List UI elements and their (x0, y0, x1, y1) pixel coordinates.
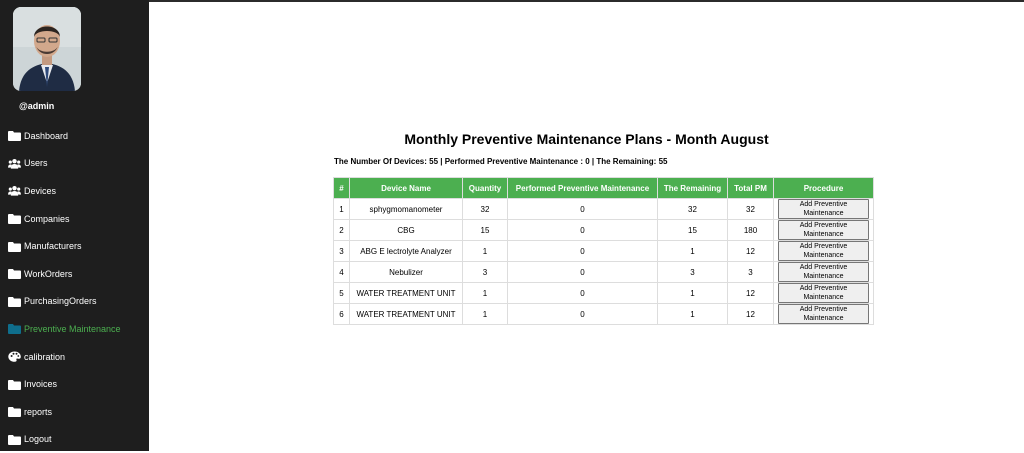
device-name: WATER TREATMENT UNIT (350, 304, 463, 325)
remaining-count: 1 (658, 304, 728, 325)
table-row (334, 262, 874, 283)
remaining-count: 3 (658, 262, 728, 283)
column-header: Quantity (463, 178, 508, 199)
device-name: Nebulizer (350, 262, 463, 283)
sidebar-item-label: Dashboard (24, 130, 69, 141)
row-number: 2 (334, 220, 350, 241)
page-title: Monthly Preventive Maintenance Plans - Month August (404, 131, 769, 147)
column-header: Total PM (728, 178, 774, 199)
device-name: sphygmomanometer (350, 199, 463, 220)
folder-icon (8, 296, 21, 307)
quantity: 1 (463, 283, 508, 304)
sidebar-item-label: Preventive Maintenance (24, 323, 121, 334)
sidebar-item-label: PurchasingOrders (24, 296, 97, 307)
avatar (13, 7, 81, 91)
quantity: 15 (463, 220, 508, 241)
sidebar-item-label: Devices (24, 185, 57, 196)
quantity: 1 (463, 241, 508, 262)
sidebar-item-reports[interactable] (0, 398, 149, 426)
table-row (334, 241, 874, 262)
sidebar (0, 0, 149, 451)
folder-icon (8, 434, 21, 445)
sidebar-item-users[interactable] (0, 150, 149, 178)
sidebar-item-label: Invoices (24, 379, 58, 390)
sidebar-item-dashboard[interactable] (0, 122, 149, 150)
sidebar-item-preventive-maintenance[interactable] (0, 315, 149, 343)
maintenance-table (333, 177, 874, 325)
palette-icon (8, 351, 21, 362)
sidebar-item-label: WorkOrders (24, 268, 73, 279)
quantity: 3 (463, 262, 508, 283)
device-name: CBG (350, 220, 463, 241)
row-number: 3 (334, 241, 350, 262)
column-header: Procedure (774, 178, 874, 199)
folder-icon (8, 268, 21, 279)
device-name: ABG E lectrolyte Analyzer (350, 241, 463, 262)
remaining-count: 15 (658, 220, 728, 241)
performed-count: 0 (508, 241, 658, 262)
quantity: 1 (463, 304, 508, 325)
add-preventive-maintenance-button[interactable]: Add Preventive Maintenance (778, 262, 869, 282)
column-header: # (334, 178, 350, 199)
sidebar-item-purchasingorders[interactable] (0, 288, 149, 316)
add-preventive-maintenance-button[interactable]: Add Preventive Maintenance (778, 304, 869, 324)
procedure-cell (774, 241, 874, 262)
sidebar-item-workorders[interactable] (0, 260, 149, 288)
remaining-count: 1 (658, 241, 728, 262)
folder-icon (8, 379, 21, 390)
row-number: 5 (334, 283, 350, 304)
procedure-cell (774, 304, 874, 325)
sidebar-item-companies[interactable] (0, 205, 149, 233)
summary-text: The Number Of Devices: 55 | Performed Preventive Maintenance : 0 | The Remaining: 55 (334, 157, 668, 166)
add-preventive-maintenance-button[interactable]: Add Preventive Maintenance (778, 283, 869, 303)
sidebar-nav (0, 122, 149, 453)
table-row (334, 199, 874, 220)
row-number: 1 (334, 199, 350, 220)
add-preventive-maintenance-button[interactable]: Add Preventive Maintenance (778, 220, 869, 240)
procedure-cell (774, 283, 874, 304)
sidebar-item-label: Logout (24, 434, 52, 445)
sidebar-item-manufacturers[interactable] (0, 232, 149, 260)
quantity: 32 (463, 199, 508, 220)
sidebar-item-label: reports (24, 406, 53, 417)
sidebar-item-label: calibration (24, 351, 66, 362)
folder-icon (8, 130, 21, 141)
sidebar-item-devices[interactable] (0, 177, 149, 205)
procedure-cell (774, 220, 874, 241)
performed-count: 0 (508, 199, 658, 220)
procedure-cell (774, 262, 874, 283)
total-pm: 3 (728, 262, 774, 283)
remaining-count: 1 (658, 283, 728, 304)
add-preventive-maintenance-button[interactable]: Add Preventive Maintenance (778, 199, 869, 219)
row-number: 4 (334, 262, 350, 283)
total-pm: 12 (728, 283, 774, 304)
table-row (334, 220, 874, 241)
sidebar-item-calibration[interactable] (0, 343, 149, 371)
table-row (334, 283, 874, 304)
performed-count: 0 (508, 304, 658, 325)
row-number: 6 (334, 304, 350, 325)
users-icon (8, 185, 21, 196)
folder-icon (8, 323, 21, 334)
folder-icon (8, 406, 21, 417)
performed-count: 0 (508, 283, 658, 304)
sidebar-item-invoices[interactable] (0, 370, 149, 398)
folder-icon (8, 241, 21, 252)
total-pm: 12 (728, 241, 774, 262)
sidebar-item-label: Companies (24, 213, 70, 224)
performed-count: 0 (508, 220, 658, 241)
procedure-cell (774, 199, 874, 220)
sidebar-item-label: Users (24, 158, 48, 169)
remaining-count: 32 (658, 199, 728, 220)
add-preventive-maintenance-button[interactable]: Add Preventive Maintenance (778, 241, 869, 261)
column-header: Performed Preventive Maintenance (508, 178, 658, 199)
username: @admin (19, 101, 55, 111)
total-pm: 180 (728, 220, 774, 241)
folder-icon (8, 213, 21, 224)
performed-count: 0 (508, 262, 658, 283)
table-row (334, 304, 874, 325)
total-pm: 32 (728, 199, 774, 220)
users-icon (8, 158, 21, 169)
column-header: The Remaining (658, 178, 728, 199)
table-header-row (334, 178, 874, 199)
sidebar-item-logout[interactable] (0, 426, 149, 453)
sidebar-item-label: Manufacturers (24, 241, 82, 252)
device-name: WATER TREATMENT UNIT (350, 283, 463, 304)
column-header: Device Name (350, 178, 463, 199)
total-pm: 12 (728, 304, 774, 325)
